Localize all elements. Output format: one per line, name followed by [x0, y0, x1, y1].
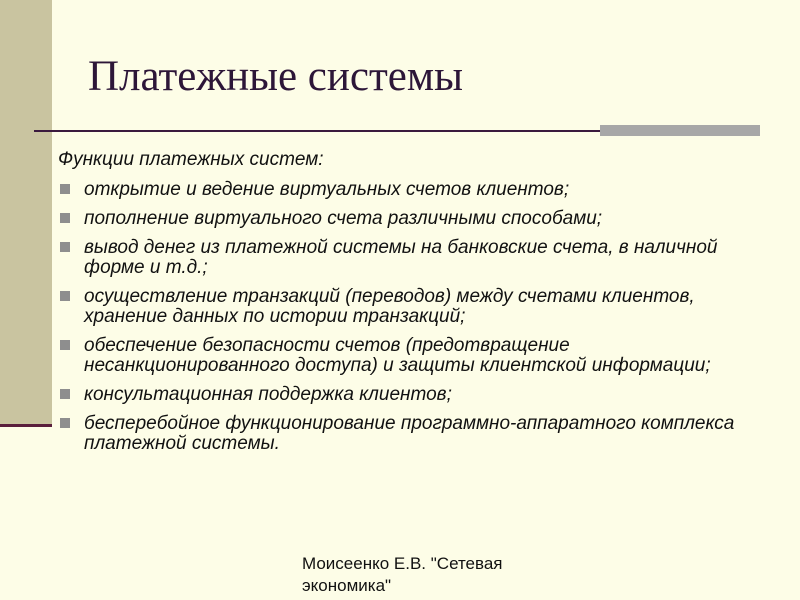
list-item — [58, 180, 778, 200]
list-item — [58, 238, 778, 278]
square-bullet-icon — [60, 213, 70, 223]
list-item — [58, 287, 778, 327]
square-bullet-icon — [60, 242, 70, 252]
list-item — [58, 385, 778, 405]
list-item-text: консультационная поддержка клиентов; — [84, 384, 452, 405]
square-bullet-icon — [60, 389, 70, 399]
slide-body — [58, 150, 778, 463]
list-item — [58, 209, 778, 229]
title-divider-accent — [600, 125, 760, 136]
list-item — [58, 414, 778, 454]
footer-citation: Моисеенко Е.В. "Сетевая экономика" — [302, 554, 503, 595]
title-divider — [34, 130, 600, 132]
square-bullet-icon — [60, 184, 70, 194]
square-bullet-icon — [60, 340, 70, 350]
list-item-text: обеспечение безопасности счетов (предотвращение несанкционированного доступа) и защиты клиентской информации; — [84, 335, 711, 376]
list-item-text: бесперебойное функционирование программно-аппаратного комплекса платежной системы. — [84, 413, 735, 454]
list-item-text: открытие и ведение виртуальных счетов клиентов; — [84, 179, 570, 200]
square-bullet-icon — [60, 291, 70, 301]
left-bar-underline — [0, 424, 52, 427]
left-decorative-bar — [0, 0, 52, 425]
list-item-text: пополнение виртуального счета различными способами; — [84, 208, 603, 229]
square-bullet-icon — [60, 418, 70, 428]
list-item-text: осуществление транзакций (переводов) между счетами клиентов, хранение данных по истории транзакций; — [84, 286, 695, 327]
list-item-text: вывод денег из платежной системы на банковские счета, в наличной форме и т.д.; — [84, 237, 718, 278]
functions-list — [58, 180, 778, 454]
intro-text: Функции платежных систем: — [58, 149, 324, 170]
slide-title: Платежные системы — [88, 53, 463, 100]
list-item — [58, 336, 778, 376]
